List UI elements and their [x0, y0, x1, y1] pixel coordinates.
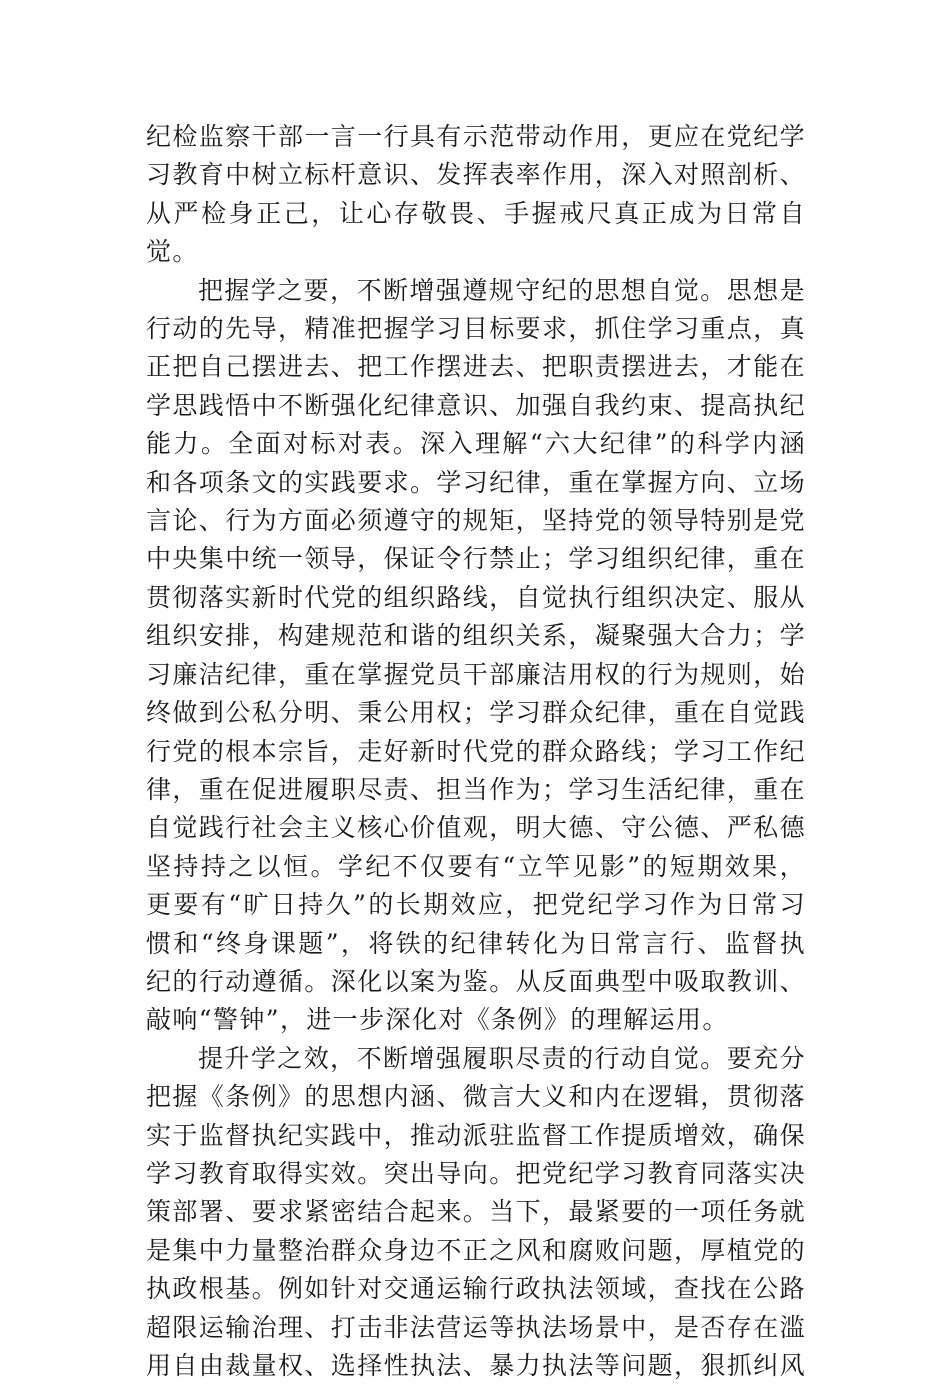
document-body: [146, 118, 806, 1385]
paragraph-continuation: 纪检监察干部一言一行具有示范带动作用，更应在党纪学习教育中树立标杆意识、发挥表率作用，深入对照剖析、从严检身正己，让心存敬畏、手握戒尺真正成为日常自觉。: [146, 122, 807, 267]
paragraph-study-effect: 提升学之效，不断增强履职尽责的行动自觉。要充分把握《条例》的思想内涵、微言大义和内在逻辑，贯彻落实于监督执纪实践中，推动派驻监督工作提质增效，确保学习教育取得实效。突出导向。把党纪学习教育同落实决策部署、要求紧密结合起来。当下，最紧要的一项任务就是集中力量整治群众身边不正之风和腐败问题，厚植党的执政根基。例如针对交通运输行政执法领域，查找在公路超限运输治理、打击非法营运等执法场景中，是否存在滥用自由裁量权、选择性执法、暴力执法等问题，狠抓纠风: [146, 1043, 807, 1380]
paragraph-study-essentials: 把握学之要，不断增强遵规守纪的思想自觉。思想是行动的先导，精准把握学习目标要求，抓住学习重点，真正把自己摆进去、把工作摆进去、把职责摆进去，才能在学思践悟中不断强化纪律意识、加强自我约束、提高执纪能力。全面对标对表。深入理解“六大纪律”的科学内涵和各项条文的实践要求。学习纪律，重在掌握方向、立场言论、行为方面必须遵守的规矩，坚持党的领导特别是党中央集中统一领导，保证令行禁止；学习组织纪律，重在贯彻落实新时代党的组织路线，自觉执行组织决定、服从组织安排，构建规范和谐的组织关系，凝聚强大合力；学习廉洁纪律，重在掌握党员干部廉洁用权的行为规则，始终做到公私分明、秉公用权；学习群众纪律，重在自觉践行党的根本宗旨，走好新时代党的群众路线；学习工作纪律，重在促进履职尽责、担当作为；学习生活纪律，重在自觉践行社会主义核心价值观，明大德、守公德、严私德坚持持之以恒。学纪不仅要有“立竿见影”的短期效果，更要有“旷日持久”的长期效应，把党纪学习作为日常习惯和“终身课题”，将铁的纪律转化为日常言行、监督执纪的行动遵循。深化以案为鉴。从反面典型中吸取教训、敲响“警钟”，进一步深化对《条例》的理解运用。: [146, 275, 807, 1035]
